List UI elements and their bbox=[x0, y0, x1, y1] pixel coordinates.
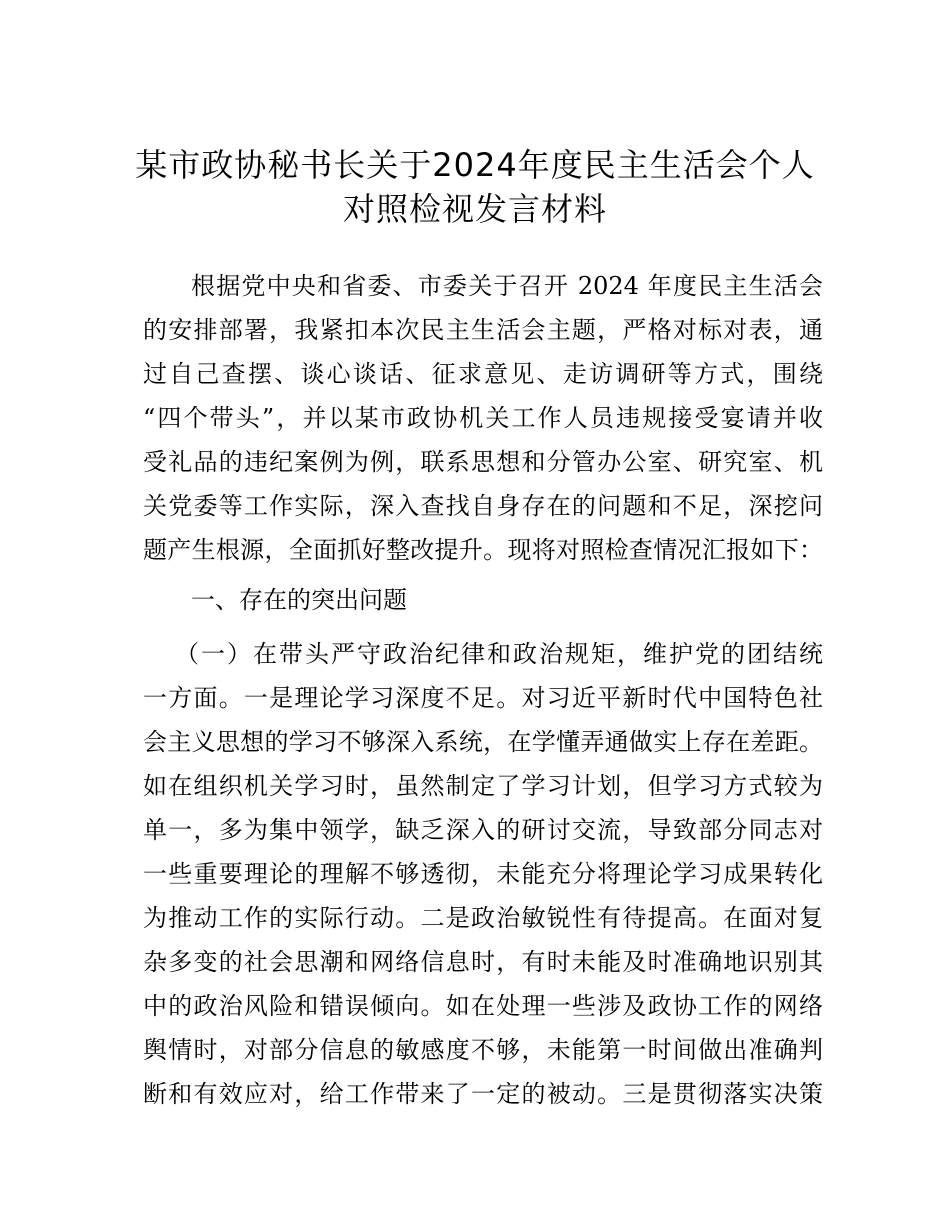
intro-line: 受礼品的违纪案例为例，联系思想和分管办公室、研究室、机 bbox=[143, 448, 823, 476]
intro-line: 题产生根源，全面抓好整改提升。现将对照检查情况汇报如下： bbox=[143, 536, 823, 564]
section-line: 断和有效应对，给工作带来了一定的被动。三是贯彻落实决策 bbox=[143, 1080, 823, 1108]
intro-line: “四个带头”，并以某市政协机关工作人员违规接受宴请并收 bbox=[143, 404, 823, 432]
section-line: 舆情时，对部分信息的敏感度不够，未能第一时间做出准确判 bbox=[143, 1036, 823, 1064]
section-line: 会主义思想的学习不够深入系统，在学懂弄通做实上存在差距。 bbox=[143, 728, 823, 756]
section-line: 为推动工作的实际行动。二是政治敏锐性有待提高。在面对复 bbox=[143, 904, 823, 932]
intro-line: 的安排部署，我紧扣本次民主生活会主题，严格对标对表，通 bbox=[143, 316, 823, 344]
document-title-line-1: 某市政协秘书长关于2024年度民主生活会个人 bbox=[135, 146, 815, 184]
document-title-line-2: 对照检视发言材料 bbox=[342, 190, 607, 228]
intro-line: 过自己查摆、谈心谈话、征求意见、走访调研等方式，围绕 bbox=[143, 360, 823, 388]
section-line: 一些重要理论的理解不够透彻，未能充分将理论学习成果转化 bbox=[143, 860, 823, 888]
section-line: 如在组织机关学习时，虽然制定了学习计划，但学习方式较为 bbox=[143, 772, 823, 800]
section-line: 单一，多为集中领学，缺乏深入的研讨交流，导致部分同志对 bbox=[143, 816, 823, 844]
intro-line: 关党委等工作实际，深入查找自身存在的问题和不足，深挖问 bbox=[143, 492, 823, 520]
section-line: 杂多变的社会思潮和网络信息时，有时未能及时准确地识别其 bbox=[143, 948, 823, 976]
section-line: 一方面。一是理论学习深度不足。对习近平新时代中国特色社 bbox=[143, 684, 823, 712]
section-line: 中的政治风险和错误倾向。如在处理一些涉及政协工作的网络 bbox=[143, 992, 823, 1020]
section-line: （一）在带头严守政治纪律和政治规矩，维护党的团结统 bbox=[175, 640, 823, 668]
intro-line: 根据党中央和省委、市委关于召开 2024 年度民主生活会 bbox=[191, 272, 823, 300]
section-heading: 一、存在的突出问题 bbox=[191, 586, 407, 614]
